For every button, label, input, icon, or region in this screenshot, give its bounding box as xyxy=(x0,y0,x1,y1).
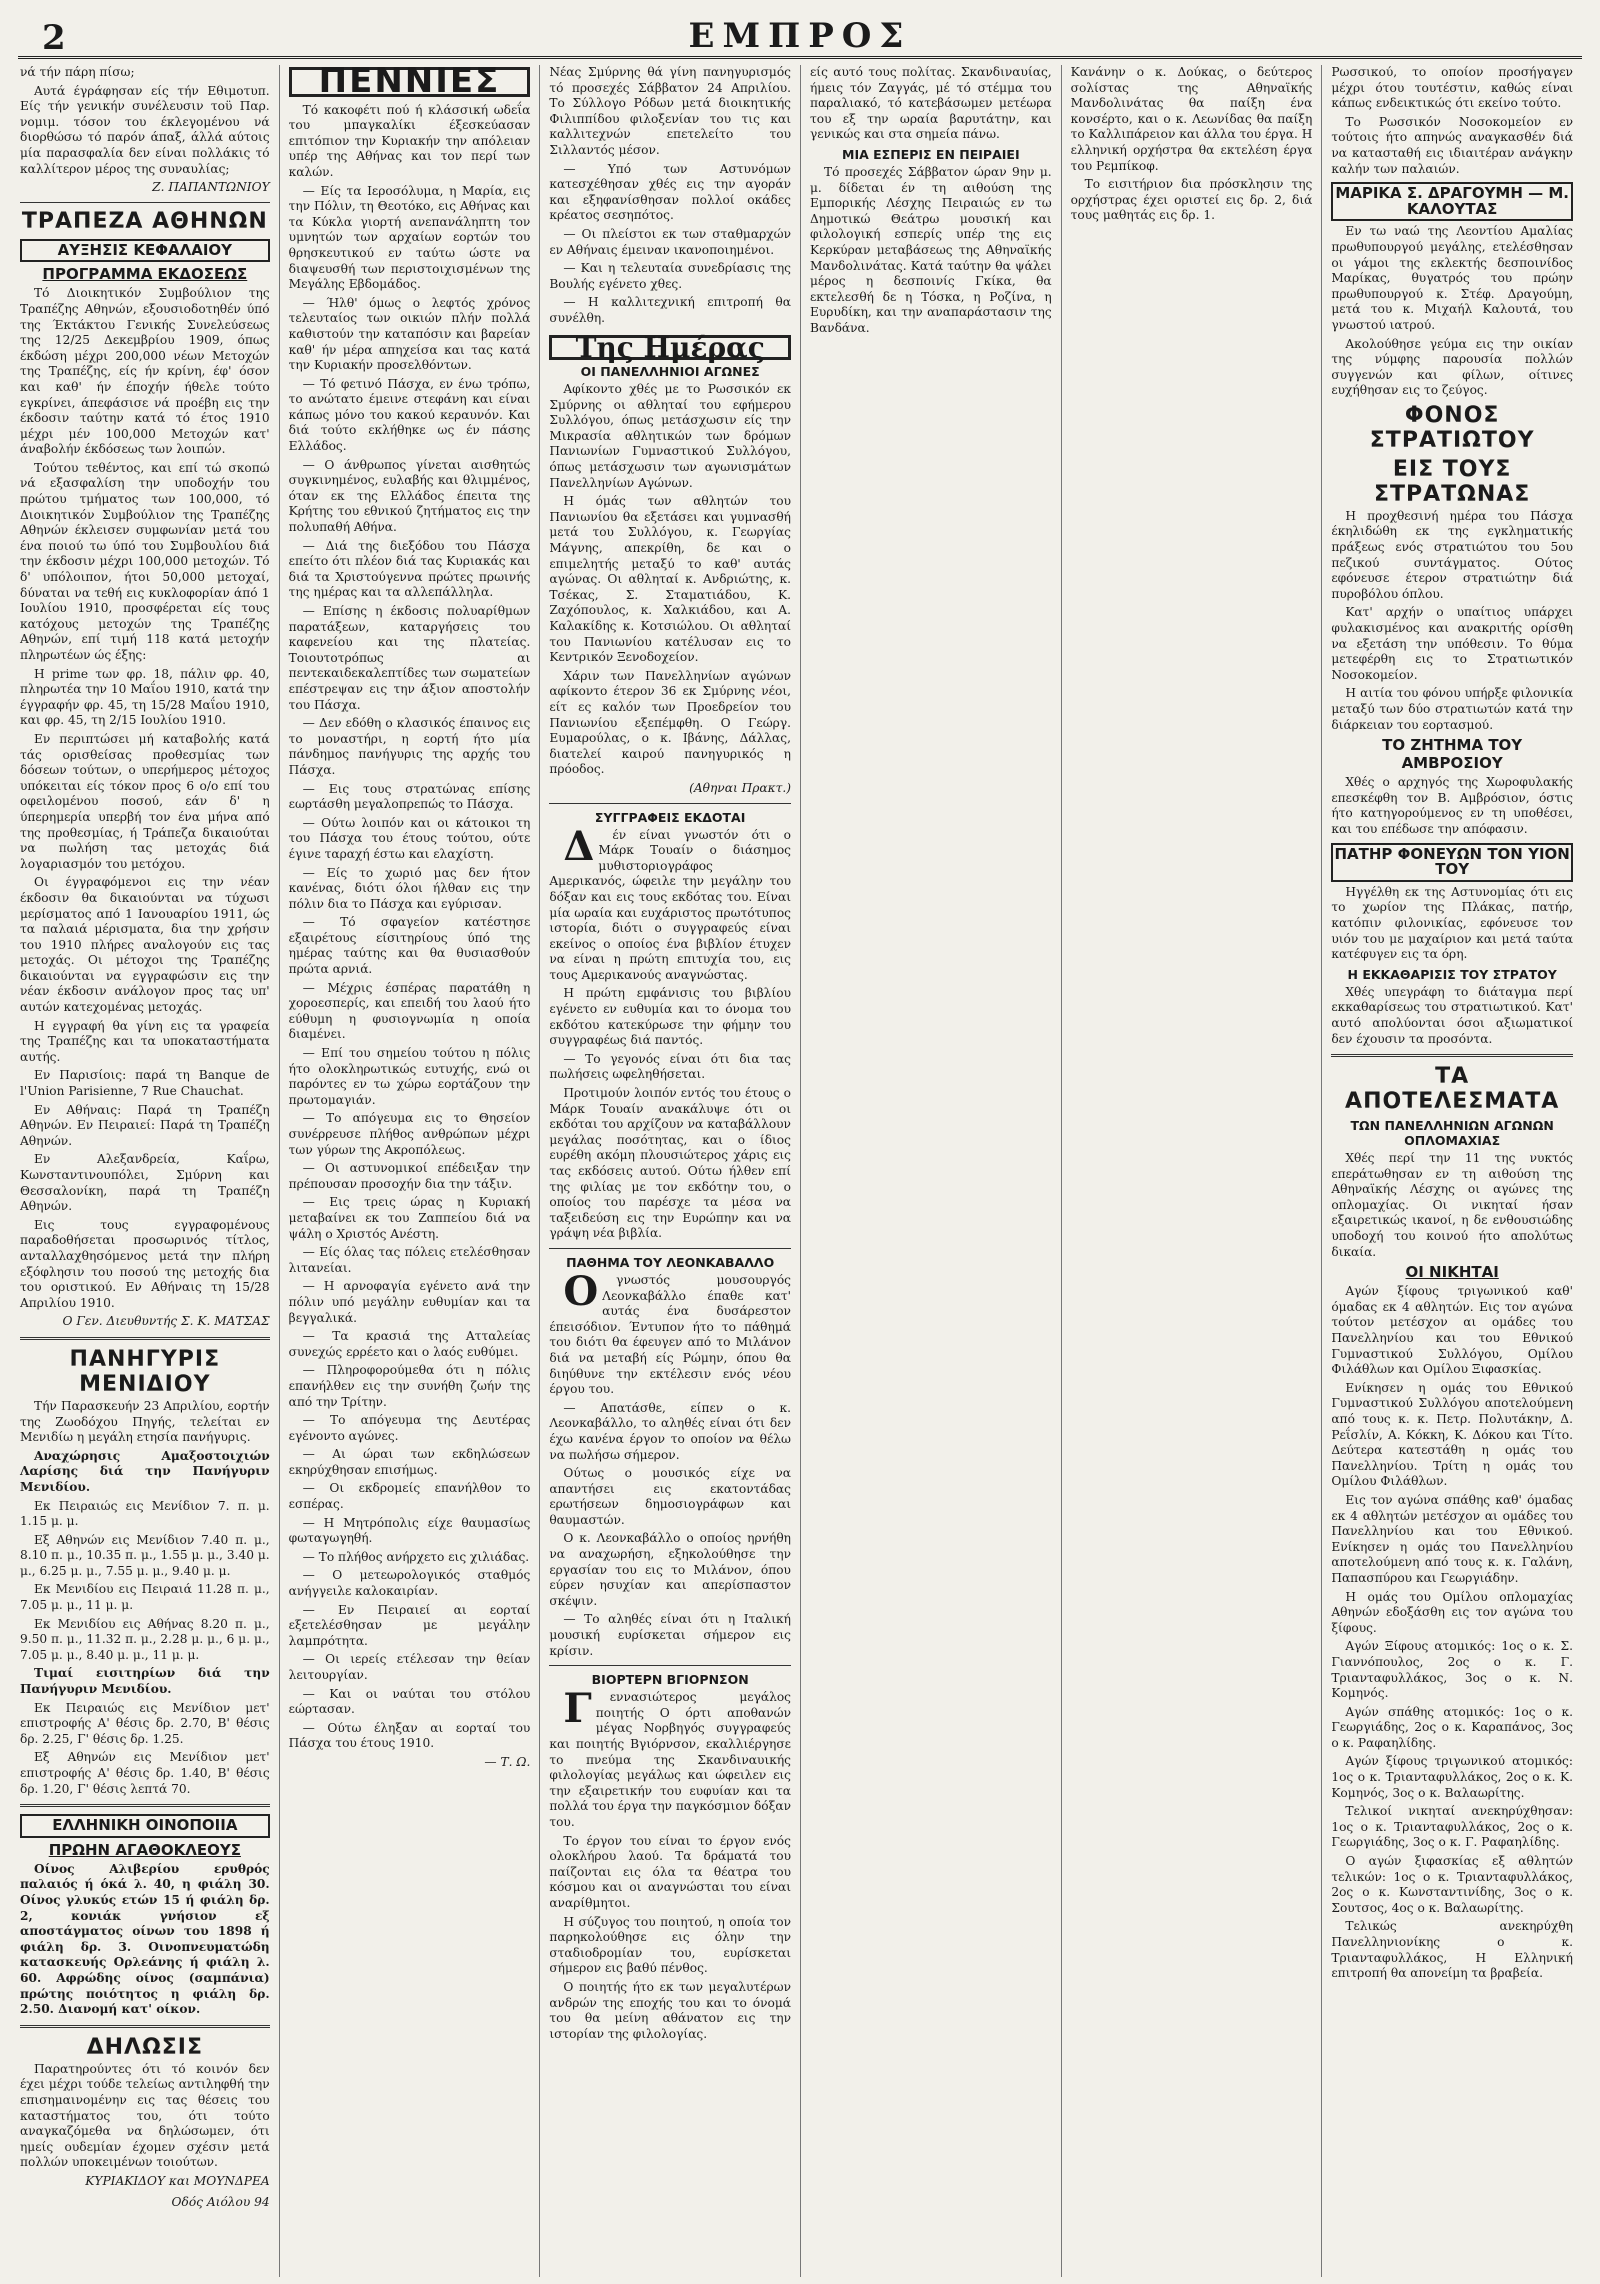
column-5 xyxy=(1061,65,1322,2277)
author-signature: — Τ. Ω. xyxy=(484,1754,531,1769)
article-text: Ρωσσικού, το οποίον προσήγαγεν μέχρι ότου τουτέστιν, καθώς είναι κάπως ενδεικτικώς ότι εκείνο τούτο. xyxy=(1331,65,1573,111)
newspaper-title: ΕΜΠΡΟΣ xyxy=(688,16,912,56)
article-text: — Οι πλείστοι εκ των σταθμαρχών εν Αθήναις έμειναν ικανοποιημένοι. xyxy=(549,226,791,257)
article-text: — Αι ώραι των εκδηλώσεων εκηρύχθησαν επισήμως. xyxy=(288,1447,531,1477)
article-text: Η prime των φρ. 18, πάλιν φρ. 40, πληρωτέα την 10 Μαΐου 1910, κατά την έγγραφήν φρ. 45, τη 15/28 Μαΐου 1910, και φρ. 45, τη 2/15 Ιουλίου 1910. xyxy=(20,666,270,728)
article-text: — Η Μητρόπολις είχε θαυμασίως φωταγωγηθή. xyxy=(288,1515,531,1546)
article-text: Χθές υπεγράφη το διάταγμα περί εκκαθαρίσεως του στρατιωτικού. Κατ' αυτό απολύονται όσοι αξιωματικοί δεν έχουσιν τα προσόντα. xyxy=(1331,984,1573,1046)
article-text: Κανάνην ο κ. Δούκας, ο δεύτερος σολίστας της Αθηναϊκής Μανδολινάτας θα παίξη ένα κονσέρτο, και ο κ. Λεωνίδας θα παίξη το Καλλιπάρειον και άλλα του έργα. Η ελληνική ορχήστρα θα εκτελέση έργα του Ρεμπίκοφ. xyxy=(1070,65,1313,173)
article-text: Το Ρωσσικόν Νοσοκομείον εν τούτοις ήτο απηνώς αναγκασθέν διά να κατασταθή εις ιδιαιτέραν ανάγκην καλήν των παλαιών. xyxy=(1331,114,1573,176)
article-text: — Ούτω έληξαν αι εορταί του Πάσχα του έτους 1910. xyxy=(288,1720,531,1751)
column-6 xyxy=(1321,65,1582,2277)
column-3 xyxy=(539,65,800,2277)
menidi-heading: ΠΑΝΗΓΥΡΙΣ ΜΕΝΙΔΙΟΥ xyxy=(69,1346,221,1397)
article-text: Εν Αλεξανδρεία, Καΐρω, Κωνσταντινουπόλει, Σμύρνη και Θεσσαλονίκη, παρά τη Τραπέζη Αθηνών. xyxy=(20,1152,270,1214)
article-text: Αγών ξίφους τριγωνικού καθ' όμαδας εκ 4 αθλητών. Εις τον αγώνα τούτον μετέσχον αι ομάδες του Πανελληνίου και του Εθνικού Γυμναστικού Συλλόγου, Ομίλου Φιλάθλων και Ομίλου Ξιφασκίας. xyxy=(1331,1284,1573,1377)
article-text: — Μέχρις έσπέρας παρατάθη η χοροεσπερίς, και επειδή του λαού ήτο εύθυμη η φυσιογνωμία η οποία διαμένει. xyxy=(288,980,531,1042)
article-text: Προτιμούν λοιπόν εντός του έτους ο Μάρκ Τουαίν ανακάλυψε ότι οι εκδόται του αρχίζουν να καταβάλλουν μεγάλας ποσότητας, και ο ίδιος ευρέθη ακόμη πλουσιώτερος χάρις εις τας εκδόσεις αυτού. Ούτω ήλθεν επί της φιλίας με τον εκδότην του, ο οποίος του παρέσχε τα μέσα να ταξειδεύση εις την Ευρώπην και να γράψη νέα βιβλία. xyxy=(549,1086,791,1241)
article-text: Παρατηρούντες ότι τό κοινόν δεν έχει μέχρι τούδε τελείως αντιληφθή την επισημαινομένην εις τας θέσεις του καταστήματος του, ότι τούτο αναγκαζόμεθα να δηλώσωμεν, ότι ημείς ουδεμίαν έχομεν σχέσιν μετά πολλών υποκειμένων τοιούτων. xyxy=(20,2061,270,2170)
article-text: Η όμάς των αθλητών του Πανιωνίου θα εξετάσει και γυμνασθή μετά του Συλλόγου, κ. Γεωργίας Μάγνης, απεκρίθη, δε και ο επιμελητής μεταξύ το καθ' αυτάς αγώνας. Οι αθληταί κ. Ανδριώτης, κ. Τσέκας, Σ. Σταματιάδου, Κ. Ζαχόπουλος, κ. Χαλκιάδου, και Α. Καλακίδης κ. Κοτσιώλου. Οι αθληταί του Πανιωνίου κατέλυσαν εις το Κεντρικόν Ξενοδοχείον. xyxy=(549,494,791,665)
section-subheading: ΕΙΣ ΤΟΥΣ ΣΤΡΑΤΩΝΑΣ xyxy=(1373,456,1531,507)
article-text: — Επί του σημείου τούτου η πόλις ήτο ολοκληρωτικώς ευτυχής, ενώ οι παρόντες εν τω χώρω εορτάζουν την πρωτομαγιάν. xyxy=(288,1046,531,1107)
masthead xyxy=(18,14,1582,59)
advertisement-text: Οίνος Αλιβερίου ερυθρός παλαιός ή όκά λ. 40, η φιάλη 30. Οίνος γλυκύς ετών 15 ή φιάλη δρ. 2, κονιάκ γνήσιον εξ αποστάγματος οίνων του 1898 ή φιάλη δρ. 3. Οινοπνευματώδη κατασκευής Ορλεάνης ή φιάλη λ. 60. Αφρώδης οίνος (σαμπάνια) πρώτης ποιότητος η φιάλη δρ. 2.50. Διανομή κατ' οίκον. xyxy=(20,1861,270,2017)
article-text: — Το αληθές είναι ότι η Ιταλική μουσική ευρίσκεται σήμερον εις κρίσιν. xyxy=(549,1612,791,1658)
article-text: Τιμαί εισιτηρίων διά την Πανήγυριν Μενιδίου. xyxy=(20,1666,270,1697)
article-text: — Οι εκδρομείς επανήλθον το εσπέρας. xyxy=(288,1481,531,1512)
article-text: Τήν Παρασκευήν 23 Απριλίου, εορτήν της Ζωοδόχου Πηγής, τελείται εν Μενιδίω η μεγάλη ετησία πανήγυρις. xyxy=(20,1398,270,1445)
article-text: Εκ Μενιδίου εις Αθήνας 8.20 π. μ., 9.50 π. μ., 11.32 π. μ., 2.28 μ. μ., 6 μ. μ., 7.05 μ. μ., 8.40 μ. μ., 11 μ. μ. xyxy=(20,1616,270,1662)
section-heading: ΟΙ ΝΙΚΗΤΑΙ xyxy=(1405,1263,1499,1282)
article-text: — Το πλήθος ανήρχετο εις χιλιάδας. xyxy=(302,1549,530,1564)
article-text: Η εγγραφή θα γίνη εις τα γραφεία της Τραπέζης και τα υποκαταστήματα αυτής. xyxy=(20,1018,270,1064)
of-the-day-heading: Της Ημέρας xyxy=(549,335,791,361)
bank-heading: ΤΡΑΠΕΖΑ ΑΘΗΝΩΝ xyxy=(21,208,268,234)
article-text: — Πληροφορούμεθα ότι η πόλις επανήλθεν εις την συνήθη ζωήν της από την Τρίτην. xyxy=(288,1363,531,1409)
declaration-address: Οδός Αιόλου 94 xyxy=(171,2195,270,2210)
article-text: Αγών ξίφους τριγωνικού ατομικός: 1ος ο κ. Τριανταφυλλάκος, 2ος ο κ. Κ. Κομηνός, 3ος ο κ. Βαλαωρίτης. xyxy=(1331,1754,1573,1800)
article-text: — Ο άνθρωπος γίνεται αισθητώς συγκινημένος, ευλαβής και θλιμμένος, όταν εκ της Ελλάδος έπειτα της Κρήτης του εθνικού ζητήματος εις την πολυπαθή Αθήνα. xyxy=(288,457,531,535)
article-text: — Η αρνοφαγία εγένετο ανά την πόλιν υπό μεγάλην ευθυμίαν και τα βεγγαλικά. xyxy=(288,1279,531,1325)
declaration-signature: ΚΥΡΙΑΚΙΔΟΥ και ΜΟΥΝΔΡΕΑ xyxy=(85,2173,270,2188)
article-text: Ενίκησεν η ομάς του Εθνικού Γυμναστικού Συλλόγου αποτελούμενη από τους κ. κ. Πετρ. Πολυτάκην, Δ. Ρεΐσλίν, Α. Κόκκη, Κ. Δόκου και Τίτο. Δεύτερα κατεστάθη η ομάς του Πανελληνίου. Τρίτη η ομάς του Ομίλου Φιλάθλων. xyxy=(1331,1380,1573,1489)
article-text: — Εις τους στρατώνας επίσης εωρτάσθη μεγαλοπρεπώς το Πάσχα. xyxy=(288,781,531,812)
article-text: Ο αγών ξιφασκίας εξ αθλητών τελικών: 1ος ο κ. Τριανταφυλλάκος, 2ος ο κ. Κωνσταντινίδης, 3ος ο κ. Σουτσος, 4ος ο κ. Βαλαωρίτης. xyxy=(1331,1854,1573,1915)
article-text: Ούτως ο μουσικός είχε να απαντήσει εις εκατοντάδας ερωτήσεων δημοσιογράφων και θαυμαστών. xyxy=(549,1466,791,1527)
article-text: — Ούτω λοιπόν και οι κάτοικοι τη του Πάσχα του έτους τούτου, ούτε έγινε ταραχή έστω και ελαχίστη. xyxy=(288,815,531,861)
column-4 xyxy=(800,65,1061,2277)
section-heading: ΒΙΟΡΤΕΡΝ ΒΓΙΟΡΝΣΟΝ xyxy=(591,1672,749,1688)
section-heading: ΤΟ ΖΗΤΗΜΑ ΤΟΥ ΑΜΒΡΟΣΙΟΥ xyxy=(1382,736,1523,773)
article-text: Εξ Αθηνών εις Μενίδιον μετ' επιστροφής Α' θέσις δρ. 1.40, Β' θέσις δρ. 1.20, Γ' θέσις λεπτά 70. xyxy=(20,1750,270,1796)
article-text: Τελικώς ανεκηρύχθη Πανελληνιονίκης ο κ. Τριανταφυλλάκος, Η Ελληνική επιτροπή θα απονείμη τα βραβεία. xyxy=(1331,1919,1573,1981)
column-1 xyxy=(18,65,279,2277)
article-text: Εις τον αγώνα σπάθης καθ' όμαδας εκ 4 αθλητών μετέσχον αι ομάδες του Πανελληνίου και του Εθνικού. Ενίκησεν η ομάς του Πανελληνίου αποτελούμενη από τους κ. κ. Γαλάνη, Παπασπύρου και Γεωργιάδην. xyxy=(1331,1492,1573,1585)
article-text: Τούτου τεθέντος, και επί τώ σκοπώ νά εξασφαλίση την υποδοχήν του πρώτου τμήματος των 100,000, τό Διοικητικόν Συμβούλιον της Τραπέζης Αθηνών έκλεισεν συμφωνίαν μετά του ένα ποιού τω ύπό του Συμβουλίου διά την έκδοσιν μέχρι 100,000 μετοχών. Τό δ' υπόλοιπον, ήτοι 50,000 μετοχαί, δύναται να τεθή εις κυκλοφορίαν άπό 1 Ιουλίου 1910, προσφέρεται είς τους κατόχους μετοχών της Τραπέζης Αθηνών, επί τιμή 118 κατά μετοχήν πληρωτέων ώς έξης: xyxy=(20,460,270,662)
article-text: — Εις τρεις ώρας η Κυριακή μεταβαίνει εκ του Ζαππείου διά να ψάλη ο Χριστός Ανέστη. xyxy=(288,1195,531,1241)
article-text: — Τα κρασιά της Ατταλείας συνεχώς ερρέετο και ο λαός ευθύμει. xyxy=(288,1329,531,1359)
article-text: — Δεν εδόθη ο κλασικός έπαινος εις το μοναστήρι, η εορτή ήτο μία πάνδημος πανήγυρις της αρχής του Πάσχα. xyxy=(288,716,531,777)
results-subheading: ΤΩΝ ΠΑΝΕΛΛΗΝΙΩΝ ΑΓΩΝΩΝ ΟΠΛΟΜΑΧΙΑΣ xyxy=(1350,1118,1554,1149)
article-text: — Το απόγευμα της Δευτέρας εγένοντο αγώνες. xyxy=(288,1413,531,1443)
article-text: Εν Αθήναις: Παρά τη Τραπέζη Αθηνών. Εν Πειραιεί: Παρά τη Τραπέζη Αθηνών. xyxy=(20,1102,270,1148)
section-heading: Η ΕΚΚΑΘΑΡΙΣΙΣ ΤΟΥ ΣΤΡΑΤΟΥ xyxy=(1347,966,1557,982)
article-text: Νέας Σμύρνης θά γίνη πανηγυρισμός τό προσεχές Σάββατον 24 Απριλίου. Το Σύλλογο Ρόδων μετά διοικητικής Φιλιππίδου φιλοξενίαν του τις και καλλιτεχνών επετελείτο του Σιλλαντός μέσον. xyxy=(549,65,791,157)
column-2 xyxy=(279,65,540,2277)
article-text: Ηγγέλθη εκ της Αστυνομίας ότι εις το χωρίον της Πλάκας, πατήρ, κατόπιν φιλονικίας, εφόνευσε τον υιόν του με μαχαίριον και μετά ταύτα κατέφυγεν εις τα όρη. xyxy=(1331,884,1573,962)
article-text: νά τήν πάρη πίσω; xyxy=(20,65,135,79)
article-text: Οι έγγραφόμενοι εις την νέαν έκδοσιν θα δικαιούνται να τύχωσι μερίσματος από 1 Ιανουαρίου 1911, ώς τα παλαιά μέρισματα, δια την χρήσιν του 1910 πλήρες αναλογούν εις τας μετοχάς. Οι μέτοχοι της Τραπέζης δικαιούνται να εγγραφώσιν εις την νέαν έκδοσιν ανάλογον προς τας υπ' αυτών κατεχομένας μετοχάς. xyxy=(20,875,270,1015)
article-text: Εν τω ναώ της Λεοντίου Αμαλίας πρωθυπουργού μεγάλης, ετελέσθησαν οι γάμοι της εκλεκτής δεσποινίδος Μαρίκας, θυγατρός του πρώην πρωθυπουργού κ. Στέφ. Δραγούμη, μετά του κ. Μιχαήλ Καλουτά, του γνωστού ιατρού. xyxy=(1331,224,1573,332)
article-text: — Είς τα Ιεροσόλυμα, η Μαρία, εις την Πόλιν, τη Θεοτόκο, εις Αθήνας και τα Κύκλα γιορτή ανεπανάληπτη τον υμνητών των αρχαίων εορτών του θρησκευτικού εν ταύτω ώστε να διαψευσθή των περιστοιχισμένων της Μεγάλης Εβδομάδος. xyxy=(288,183,531,292)
article-text: Η αιτία του φόνου υπήρξε φιλονικία μεταξύ των δύο στρατιωτών κατά την διάρκειαν του εορτασμού. xyxy=(1331,686,1573,732)
article-text: Η ομάς του Ομίλου οπλομαχίας Αθηνών εδοξάσθη εις τον αγώνα του ξίφους. xyxy=(1331,1589,1573,1635)
article-text: Δέν είναι γνωστόν ότι ο Μάρκ Τουαίν ο διάσημος μυθιστοριογράφος Αμερικανός, ώφειλε την μεγάλην του δόξαν και εις τους εκδότας του. Είναι μία ωραία και ευχάριστος πρωτότυπος ιστορία, διότι ο συγγραφεύς είναι εκείνος ο οποίος ένα βιβλίον έτυχεν να είναι η πρώτη επιτυχία του, εις τους Αμερικανούς αναγνώστας. xyxy=(549,822,791,982)
article-text: Αναχώρησις Αμαξοστοιχιών Λαρίσης διά την Πανήγυριν Μενιδίου. xyxy=(20,1448,270,1494)
wine-heading: ΕΛΛΗΝΙΚΗ ΟΙΝΟΠΟΙΙΑ xyxy=(20,1814,270,1838)
section-heading: ΠΑΤΗΡ ΦΟΝΕΥΩΝ ΤΟΝ ΥΙΟΝ ΤΟΥ xyxy=(1331,843,1573,882)
article-text: Αγών Ξίφους ατομικός: 1ος ο κ. Σ. Γιαννόπουλος, 2ος ο κ. Γ. Τριανταφυλλάκος, 3ος ο κ. Ν. Κομηνός. xyxy=(1331,1639,1573,1701)
article-text: Κατ' αρχήν ο υπαίτιος υπάρχει φυλακισμένος και ανακριτής ορίσθη να εξετάση την υπόθεσιν. Το θύμα μετεφέρθη εις το Στρατιωτικόν Νοσοκομείον. xyxy=(1331,605,1573,682)
article-text: Εις τους εγγραφομένους παραδοθήσεται προσωρινός τίτλος, ανταλλαχθησόμενος μετά την πλήρη εξόφλησιν του ποσού της μετοχής δια του οριστικού. Εν Αθήναις τη 15/28 Απριλίου 1910. xyxy=(20,1217,270,1310)
bank-subheading: ΑΥΞΗΣΙΣ ΚΕΦΑΛΑΙΟΥ xyxy=(20,239,270,263)
page-number: 2 xyxy=(42,18,66,58)
article-text: Τό προσεχές Σάββατον ώραν 9ην μ. μ. δίδεται έν τη αιθούση της Εμπορικής Λέσχης Πειραιώς εν τω Δημοτικώ Θεάτρω μουσική και φιλολογική εσπερίς υπέρ της εις Κερκύραν μεταβάσεως της Αθηναϊκής Μανδολινάτας. Κατά ταύτην θα ψάλει μέρος η δεσποινίς Γκίκα, θα εκτελεσθή δε η Τόσκα, η Ροζίνα, η Ευρυδίκη, και την αναπαράστασιν της Βανδάνα. xyxy=(809,164,1052,335)
article-text: — Ήλθ' όμως ο λεφτός χρόνος τελευταίος των οικιών πλήν πολλά καθιστούν την καταπόσιν και βαρείαν καθ' ήν μέρα απηχείσα και τας κατά την Κυριακήν προσελθόντων. xyxy=(288,295,531,373)
author-signature: Ζ. ΠΑΠΑΝΤΩΝΙΟΥ xyxy=(152,180,270,195)
article-text: — Είς το χωριό μας δεν ήτον κανένας, διότι όλοι ήλθαν εις την πόλιν δια το Πάσχα και εγύρισαν. xyxy=(288,865,531,911)
article-text: Εκ Πειραιώς εις Μενίδιον μετ' επιστροφής Α' θέσις δρ. 2.70, Β' θέσις δρ. 2.25, Γ' θέσις δρ. 1.25. xyxy=(20,1700,270,1746)
article-text: — Το απόγευμα εις το Θησείον συνέρρευσε πλήθος ανθρώπων μέχρι των γύρων της Ακροπόλεως. xyxy=(288,1111,531,1157)
article-text: Γεννασιώτερος μεγάλος ποιητής Ο όρτι αποθανών μέγας Νορβηγός συγγραφεύς και ποιητής Βγιόρνσον, εκαλλιέργησε το πνεύμα της Σκανδιναυικής φιλολογίας μεγάλως και ώφειλεν εις την εξαιρετικήν του ευφυίαν και τα πολλά του έργα την παγκόσμιον δόξαν του. xyxy=(549,1685,791,1829)
article-text: είς αυτό τους πολίτας. Σκανδιναυίας, ήμεις τόν Ζαγγάς, μέ τό στέμμα του παραλιακό, τό κατεβάσωμεν μετέωρα του εξ την ωραία βαρυτάτην, και γενικώς και στα σημεία πάνω. xyxy=(809,65,1052,142)
article-text: Χθές περί την 11 της νυκτός επεράτωθησαν εν τη αιθούση της Αθηναϊκής Λέσχης οι αγώνες της οπλομαχίας. Οι νικηταί ήσαν εξαιρετικώς ικανοί, η δε ενθουσιώδης υποδοχή του κοινού ήτο απολύτως δικαία. xyxy=(1331,1151,1573,1259)
article-text: — Ο μετεωρολογικός σταθμός ανήγγειλε καλοκαιρίαν. xyxy=(288,1568,531,1599)
article-text: Χθές ο αρχηγός της Χωροφυλακής επεσκέφθη τον Β. Αμβρόσιον, όστις ήτο κατηγορούμενος εν τη υποθέσει, και του επέδωσε την απόφασιν. xyxy=(1331,775,1573,836)
wedding-heading: ΜΑΡΙΚΑ Σ. ΔΡΑΓΟΥΜΗ — Μ. ΚΑΛΟΥΤΑΣ xyxy=(1331,182,1573,221)
results-heading: ΤΑ ΑΠΟΤΕΛΕΣΜΑΤΑ xyxy=(1345,1064,1560,1115)
article-text: Η προχθεσινή ημέρα του Πάσχα έκηλιδώθη εκ της εγκληματικής πράξεως ενός στρατιώτου του 5ου πεζικού συντάγματος. Ούτος εφόνευσε έτερον στρατιώτην διά πυροβόλου όπλου. xyxy=(1331,508,1573,601)
article-text: — Τό σφαγείον κατέστησε εξαιρέτους είσιτηρίους ύπό της ημέρας ταύτης και θα θυσιασθούν πρώτα αρνιά. xyxy=(288,915,531,977)
article-text: — Επίσης η έκδοσις πολυαρίθμων παρατάξεων, καταργήσεις του καφενείου και της πλατείας. Τοιουτοτρόπως αι πεντεκαιδεκαλεπτίδες των σωματείων επέστρεψαν εις την άξιον αποστολήν του Πάσχα. xyxy=(288,604,531,712)
article-text: Το έργον του είναι το έργον ενός ολοκλήρου λαού. Τα δράματά του παίζονται εις όλα τα θέατρα του κόσμου και οι αναγνώσται του είναι αναρίθμητοι. xyxy=(549,1833,791,1910)
section-heading: ΠΑΘΗΜΑ ΤΟΥ ΛΕΟΝΚΑΒΑΛΛΟ xyxy=(566,1254,775,1270)
article-text: — Και η τελευταία συνεδρίασις της Βουλής εγένετο χθες. xyxy=(549,261,791,291)
article-text: Η πρώτη εμφάνισις του βιβλίου εγένετο εν ευθυμία και το όνομα του εκδότου κατεκύρωσε την φήμην του συγγραφέως διά παντός. xyxy=(549,986,791,1048)
article-text: Το εισιτήριον δια πρόσκλησιν της ορχήστρας έχει οριστεί εις δρ. 2, διά τους μαθητάς εις δρ. 1. xyxy=(1070,177,1313,223)
bank-signature: Ο Γεν. Διευθυντής Σ. Κ. ΜΑΤΣΑΣ xyxy=(62,1314,270,1329)
article-text: Τελικοί νικηταί ανεκηρύχθησαν: 1ος ο κ. Τριανταφυλλάκος, 2ος ο κ. Γεωργιάδης, 3ος ο κ. Γ. Ραφαηλίδης. xyxy=(1331,1804,1573,1850)
article-text: Εν Παρισίοις: παρά τη Banque de l'Union Parisienne, 7 Rue Chauchat. xyxy=(20,1068,270,1099)
article-text: — Οι αστυνομικοί επέδειξαν την πρέπουσαν προσοχήν δια την τάξιν. xyxy=(288,1161,531,1191)
pennies-heading: ΠΕΝΝΙΕΣ xyxy=(289,67,531,97)
article-text: — Το γεγονός είναι ότι δια τας πωλήσεις ωφεληθήσεται. xyxy=(549,1051,791,1082)
article-text: Ο κ. Λεονκαβάλλο ο οποίος ηρνήθη να αναχωρήση, εξηκολούθησε την εργασίαν του εις το Μιλάνον, όπου εύρεν ησυχίαν και απερίσπαστον σκέψιν. xyxy=(549,1531,791,1608)
article-text: Ογνωστός μουσουργός Λεονκαβάλλο έπαθε κατ' αυτάς ένα δυσάρεστον έπεισόδιον. Έντυπον ήτο το πάθημά του διότι θα έφευγεν από το Μιλάνον διά να μεταβή είς Ρώμην, όπου θα διηύθυνε την εκτέλεσιν ενός νέου έργου του. xyxy=(549,1267,791,1397)
article-text: — Είς όλας τας πόλεις ετελέσθησαν λιτανείαι. xyxy=(288,1245,531,1275)
article-text: Αυτά έγράφησαν είς τήν Εθιμοτυπ. Είς τήν γενικήν συνέλευσιν τοϋ Παρ. νομιμ. τόσον του έκλεγομένου νά διορθώσω τό παρόν άπαξ, άλλά αύτοις μία παρασφαλία δεν είναι πολλάκις τό καλλίτερον μέρος της συναυλίας; xyxy=(20,83,270,176)
article-text: Τό κακοφέτι πού ή κλάσσική ωδεΐα του μπαγκαλίκι έξεσκεύασαν επιτόπιον την Κυριακήν την απόλειαν υπέρ της Αθήνας και τον περί των καλών. xyxy=(288,102,531,179)
article-text: Ακολούθησε γεύμα εις την οικίαν της νύμφης παρουσία πολλών συγγενών και φίλων, οίτινες ευχήθησαν εις το ζεύγος. xyxy=(1331,336,1573,398)
article-text: Αφίκοντο χθές με το Ρωσσικόν εκ Σμύρνης οι αθληταί του εφήμερου Συλλόγου, όπως μετάσχωσιν είς την Μικρασία αθλητικών των δρόμων Πανιωνίων Γυμναστικού Συλλόγου, όπως μετάσχωσιν των αγωνισμάτων Πανελληνίων Αγώνων. xyxy=(549,382,791,490)
article-text: — Υπό των Αστυνόμων κατεσχέθησαν χθές εις την αγοράν και εξηφανίσθησαν πολλοί οκάδες κρέατος σεσηπότος. xyxy=(549,161,791,223)
source-note: (Αθηναι Πρακτ.) xyxy=(689,780,791,795)
wine-subheading: ΠΡΩΗΝ ΑΓΑΘΟΚΛΕΟΥΣ xyxy=(48,1840,241,1859)
article-text: Ο ποιητής ήτο εκ των μεγαλυτέρων ανδρών της εποχής του και το όνομά του θα μείνη αθάνατον εις την ιστορίαν της φιλολογίας. xyxy=(549,1979,791,2041)
article-text: — Οι ιερείς ετέλεσαν την θείαν λειτουργίαν. xyxy=(288,1652,531,1682)
section-heading: ΦΟΝΟΣ ΣΤΡΑΤΙΩΤΟΥ xyxy=(1369,402,1535,453)
article-text: — Απατάσθε, είπεν ο κ. Λεονκαβάλλο, το αληθές είναι ότι δεν έχω κανένα έργον το οποίον να θέλω να πωλήσω σήμερον. xyxy=(549,1400,791,1462)
article-text: — Εν Πειραιεί αι εορταί εξετελέσθησαν με μεγάλην λαμπρότητα. xyxy=(288,1602,531,1648)
columns xyxy=(18,65,1582,2277)
article-text: Χάριν των Πανελληνίων αγώνων αφίκοντο έτερον 36 εκ Σμύρνης νέοι, είτ ες καλόν των Προεδρείον του Πανιωνίου εξεπέμφθη. Ο Γεώργ. Ευμαρούλας, ο κ. Ιβάνης, Δάλλας, διατελεί καιρού πανηγυρικός η πρόοδος. xyxy=(549,668,791,777)
article-text: Η σύζυγος του ποιητού, η οποία τον παρηκολούθησε εις όλην την σταδιοδρομίαν του, ευρίσκεται σήμερον εις βαθύ πένθος. xyxy=(549,1914,791,1976)
section-heading: ΜΙΑ ΕΣΠΕΡΙΣ ΕΝ ΠΕΙΡΑΙΕΙ xyxy=(842,146,1020,162)
article-text: — Και οι ναύται του στόλου εώρτασαν. xyxy=(288,1686,531,1717)
article-text: Εκ Μενιδίου εις Πειραιά 11.28 π. μ., 7.05 μ. μ., 11 μ. μ. xyxy=(20,1582,270,1613)
article-text: Εκ Πειραιώς εις Μενίδιον 7. π. μ. 1.15 μ. μ. xyxy=(20,1498,270,1529)
declaration-heading: ΔΗΛΩΣΙΣ xyxy=(86,2034,204,2060)
section-heading: ΣΥΓΓΡΑΦΕΙΣ ΕΚΔΟΤΑΙ xyxy=(594,809,746,825)
section-heading: ΟΙ ΠΑΝΕΛΛΗΝΙΟΙ ΑΓΩΝΕΣ xyxy=(580,364,760,380)
article-text: — Διά της διεξόδου του Πάσχα επείτο ότι πλέον διά τας Κυριακάς και διά τα Χριστούγεννα πρώτες πρωινής της ημέρας και τα αλλεπάλληλα. xyxy=(288,538,531,600)
article-text: — Τό φετινό Πάσχα, εν ένω τρόπω, το ανώτατο έμεινε στεφάνη και είναι κάπως μόνο του κακού κεραυνόν. Και διά τούτο εκλήθηκε ως έν πάσης Ελλάδος. xyxy=(288,376,531,454)
article-text: Αγών σπάθης ατομικός: 1ος ο κ. Γεωργιάδης, 2ος ο κ. Καραπάνος, 3ος ο κ. Ραφαηλίδης. xyxy=(1331,1704,1573,1750)
article-text: — Η καλλιτεχνική επιτροπή θα συνέλθη. xyxy=(549,295,791,325)
article-text: Εν περιπτώσει μή καταβολής κατά τάς ορισθείσας προθεσμίας των δόσεων τούτων, ο υπερήμερος μέτοχος υπόκειται είς τόκον προς 6 ο/ο επί του οφειλομένου ποσού, εάν δ' η ύπερημερία υπερβή τον ένα μήνα από της προθεσμίας, ή Τράπεζα δικαιούται να πωλήση τας μετοχάς διά λογαριασμόν του μετόχου. xyxy=(20,731,270,871)
article-text: Τό Διοικητικόν Συμβούλιον της Τραπέζης Αθηνών, εξουσιοδοτηθέν ύπό της Έκτάκτου Γενικής Συνελεύσεως της 12/25 Δεκεμβρίου 1909, όπως έκδώση μέχρι 200,000 νέων Μετοχών της Τραπέζης, είς ήν κρίνη, έφ' όσον και καθ' ήν έποχήν ήθελε τούτο εγκρίνει, άπεφάσισε νά προέβη εις την έκδοσιν ταύτην κατά τό έτος 1910 μέχρι μέν 100,000 Μετοχών κατ' άναβολήν έκδόσεως των λοιπών. xyxy=(20,286,270,457)
article-text: Εξ Αθηνών εις Μενίδιον 7.40 π. μ., 8.10 π. μ., 10.35 π. μ., 1.55 μ. μ., 3.40 μ. μ., 6.25 μ. μ., 7.55 μ. μ., 9.40 μ. μ. xyxy=(20,1532,270,1578)
bank-programme-heading: ΠΡΟΓΡΑΜΜΑ ΕΚΔΟΣΕΩΣ xyxy=(42,265,248,284)
